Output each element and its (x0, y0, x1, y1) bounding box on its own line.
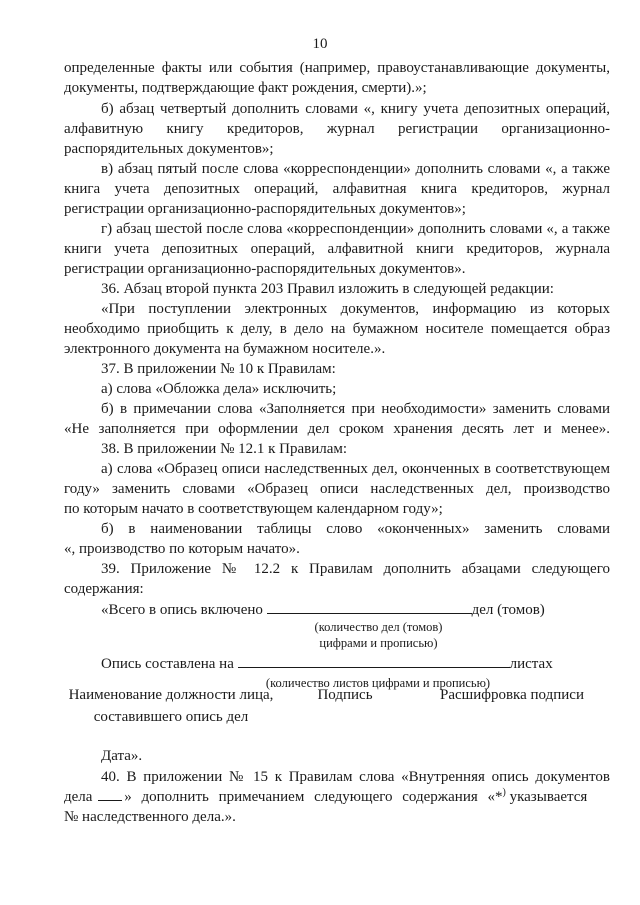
text-line: книги учета депозитных операций, алфавитной книги кредиторов, журнала (64, 241, 610, 257)
text-line: электронного документа на бумажном носителе.». (64, 341, 386, 357)
date-label: Дата». (101, 748, 143, 764)
compiled-suffix: листах (509, 656, 553, 672)
text-line: а) слова «Обложка дела» исключить; (101, 381, 337, 397)
text-line (64, 787, 610, 807)
item40-suffix: указывается (505, 789, 588, 805)
decryption-label: Расшифровка подписи (440, 687, 584, 703)
position-label: составившего опись дел (93, 709, 249, 725)
text-line: «Не заполняется при оформлении дел сроком хранения десять лет и менее». (64, 421, 610, 437)
text-line: «При поступлении электронных документов, информацию из которых (101, 301, 610, 317)
item40-middle: » дополнить примечанием следующего содержания «* (124, 789, 503, 805)
text-line: определенные факты или события (например, правоустанавливающие документы, (64, 60, 610, 76)
text-line: необходимо приобщить к делу, в дело на бумажном носителе помещается образ (64, 321, 610, 337)
item40-prefix: дела (64, 789, 93, 805)
text-line: б) в наименовании таблицы слово «оконченных» заменить словами (101, 521, 610, 537)
compiled-prefix: Опись составлена на (101, 656, 234, 672)
text-line: по которым начато в соответствующем календарном году»; (64, 501, 443, 517)
text-line: в) абзац пятый после слова «корреспонденции» дополнить словами «, а также (101, 161, 610, 177)
text-line: документы, подтверждающие факт рождения, смерти).»; (64, 80, 427, 96)
text-line: б) абзац четвертый дополнить словами «, книгу учета депозитных операций, (101, 101, 610, 117)
text-line: году» заменить словами «Образец описи наследственных дел, производство (64, 481, 610, 497)
text-line: «, производство по которым начато». (64, 541, 300, 557)
page-number: 10 (312, 36, 328, 52)
text-line: б) в примечании слова «Заполняется при необходимости» заменить словами (101, 401, 610, 417)
included-blank (267, 600, 472, 614)
text-line: 36. Абзац второй пункта 203 Правил изложить в следующей редакции: (101, 281, 554, 297)
compiled-caption: (количество листов цифрами и прописью) (265, 676, 491, 690)
compiled-blank (238, 654, 510, 668)
text-line: 38. В приложении № 12.1 к Правилам: (101, 441, 348, 457)
text-line: книга учета депозитных операций, алфавитная книга кредиторов, журнал (64, 181, 610, 197)
text-line: алфавитную книгу кредиторов, журнал регистрации организационно- (64, 121, 610, 137)
text-line: № наследственного дела.». (64, 809, 236, 825)
text-line: а) слова «Образец описи наследственных дел, оконченных в соответствующем (101, 461, 610, 477)
text-line: г) абзац шестой после слова «корреспонденции» дополнить словами «, а также (101, 221, 610, 237)
included-suffix: дел (томов) (471, 602, 545, 618)
included-caption: (количество дел (томов) (314, 620, 443, 634)
item40-blank (98, 787, 122, 801)
text-line: регистрации организационно-распорядительных документов». (64, 261, 466, 277)
form-compiled-line (101, 654, 553, 674)
form-included-line (101, 600, 545, 620)
text-line: распорядительных документов»; (64, 141, 274, 157)
text-line: регистрации организационно-распорядительных документов»; (64, 201, 466, 217)
text-line: 37. В приложении № 10 к Правилам: (101, 361, 336, 377)
footnote-marker: ) (502, 787, 506, 798)
position-label: Наименование должности лица, (68, 687, 274, 703)
included-caption: цифрами и прописью) (319, 636, 438, 650)
text-line: содержания: (64, 581, 144, 597)
text-line: 39. Приложение № 12.2 к Правилам дополнить абзацами следующего (101, 561, 610, 577)
text-line: 40. В приложении № 15 к Правилам слова «Внутренняя опись документов (101, 769, 610, 785)
included-prefix: «Всего в опись включено (101, 602, 263, 618)
signature-label: Подпись (317, 687, 373, 703)
